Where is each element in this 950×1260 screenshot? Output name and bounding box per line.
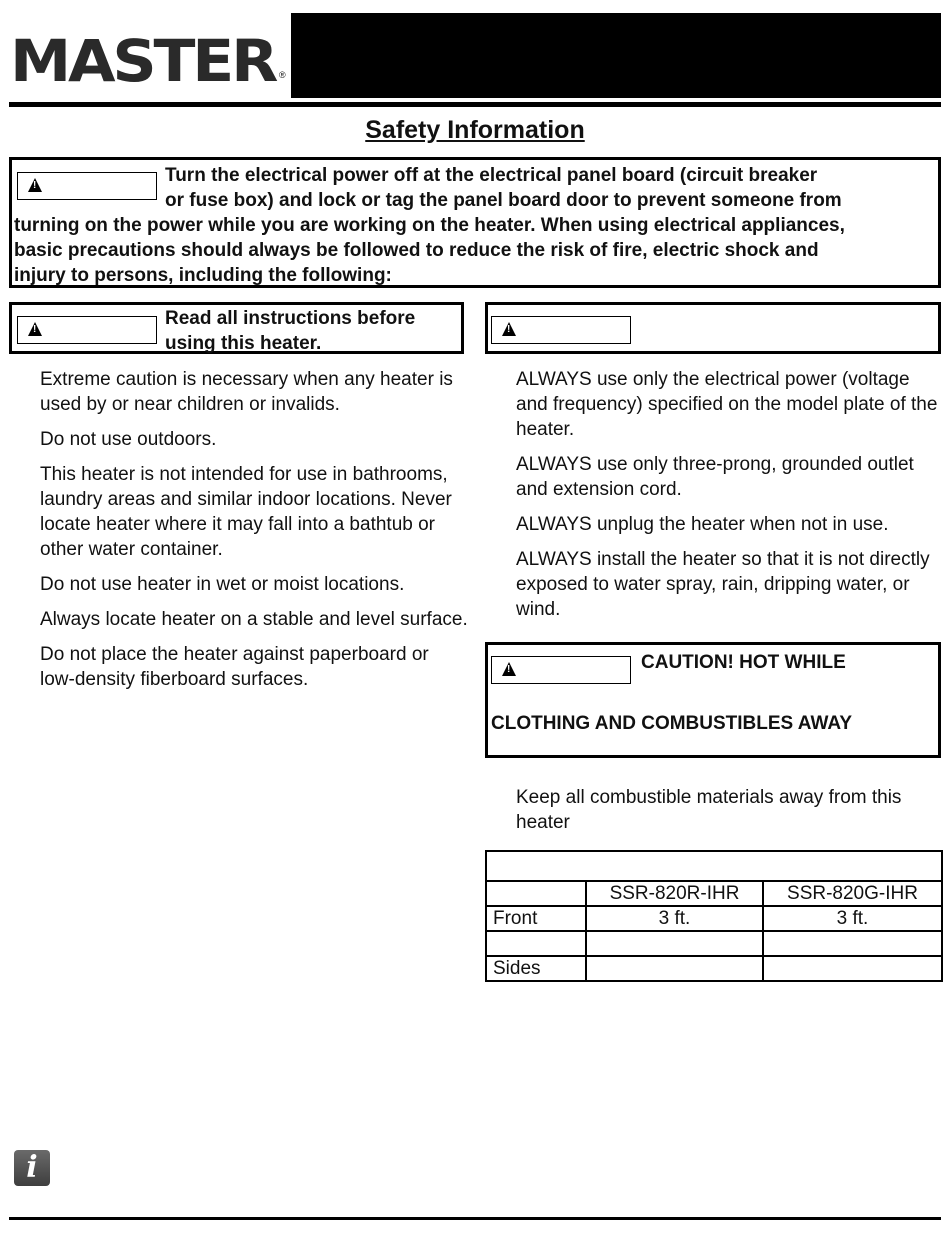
table-cell <box>586 956 763 981</box>
info-icon: i <box>14 1150 50 1186</box>
warning-icon <box>28 322 42 336</box>
table-header-cell: SSR-820R-IHR <box>586 881 763 906</box>
top-warning-box <box>9 157 941 288</box>
table-cell: Sides <box>486 956 586 981</box>
caution-box <box>485 642 941 758</box>
table-cell <box>763 956 942 981</box>
list-item: ALWAYS unplug the heater when not in use. <box>516 514 889 535</box>
warning-icon <box>28 178 42 192</box>
clearance-table <box>485 850 943 982</box>
right-warning-box <box>485 302 941 354</box>
header-rule <box>9 102 941 107</box>
table-cell <box>586 931 763 956</box>
caution-line: CAUTION! HOT WHILE <box>641 652 846 673</box>
table-row <box>486 881 942 906</box>
warning-label <box>17 172 157 200</box>
table-row <box>486 956 942 981</box>
table-header-cell: SSR-820G-IHR <box>763 881 942 906</box>
table-caption-cell <box>486 851 942 881</box>
keep-away-text: Keep all combustible materials away from this heater <box>516 787 902 833</box>
list-item: This heater is not intended for use in bathrooms, laundry areas and similar indoor locations. Never locate heater where it may fall into a bathtub or other water container. <box>40 464 452 560</box>
warning-line: Turn the electrical power off at the electrical panel board (circuit breaker <box>165 165 818 186</box>
table-row <box>486 931 942 956</box>
table-cell: 3 ft. <box>586 906 763 931</box>
table-cell <box>763 931 942 956</box>
table-row <box>486 906 942 931</box>
list-item: ALWAYS use only the electrical power (voltage and frequency) specified on the model plate of the heater. <box>516 369 938 440</box>
warning-line: using this heater. <box>165 333 322 354</box>
warning-line: turning on the power while you are working on the heater. When using electrical appliances, <box>14 215 845 236</box>
list-item: Do not use heater in wet or moist locations. <box>40 574 405 595</box>
warning-line: injury to persons, including the following: <box>14 265 392 286</box>
warning-icon <box>502 322 516 336</box>
warning-line: Read all instructions before <box>165 308 416 329</box>
registered-mark: ® <box>279 70 286 80</box>
table-cell <box>486 931 586 956</box>
table-cell: 3 ft. <box>763 906 942 931</box>
page-title: Safety Information <box>365 116 585 144</box>
list-item: Extreme caution is necessary when any heater is used by or near children or invalids. <box>40 369 453 415</box>
left-safety-list <box>40 367 468 702</box>
clearance-table-wrapper <box>485 850 943 982</box>
table-cell <box>486 881 586 906</box>
warning-label <box>491 316 631 344</box>
footer-rule <box>9 1217 941 1220</box>
warning-icon <box>502 662 516 676</box>
right-safety-list <box>516 367 940 632</box>
list-item: Always locate heater on a stable and level surface. <box>40 609 468 630</box>
list-item: ALWAYS use only three-prong, grounded outlet and extension cord. <box>516 454 914 500</box>
table-row <box>486 851 942 881</box>
list-item: Do not place the heater against paperboard or low-density fiberboard surfaces. <box>40 644 429 690</box>
brand-logo: MASTER <box>10 27 276 95</box>
list-item: ALWAYS install the heater so that it is not directly exposed to water spray, rain, dripping water, or wind. <box>516 549 930 620</box>
list-item: Do not use outdoors. <box>40 429 217 450</box>
left-warning-box <box>9 302 464 354</box>
warning-label <box>17 316 157 344</box>
warning-line: or fuse box) and lock or tag the panel board door to prevent someone from <box>165 190 842 211</box>
warning-line: basic precautions should always be followed to reduce the risk of fire, electric shock and <box>14 240 819 261</box>
warning-label <box>491 656 631 684</box>
caution-line: CLOTHING AND COMBUSTIBLES AWAY <box>491 713 853 734</box>
table-cell: Front <box>486 906 586 931</box>
header-bar <box>291 13 941 98</box>
